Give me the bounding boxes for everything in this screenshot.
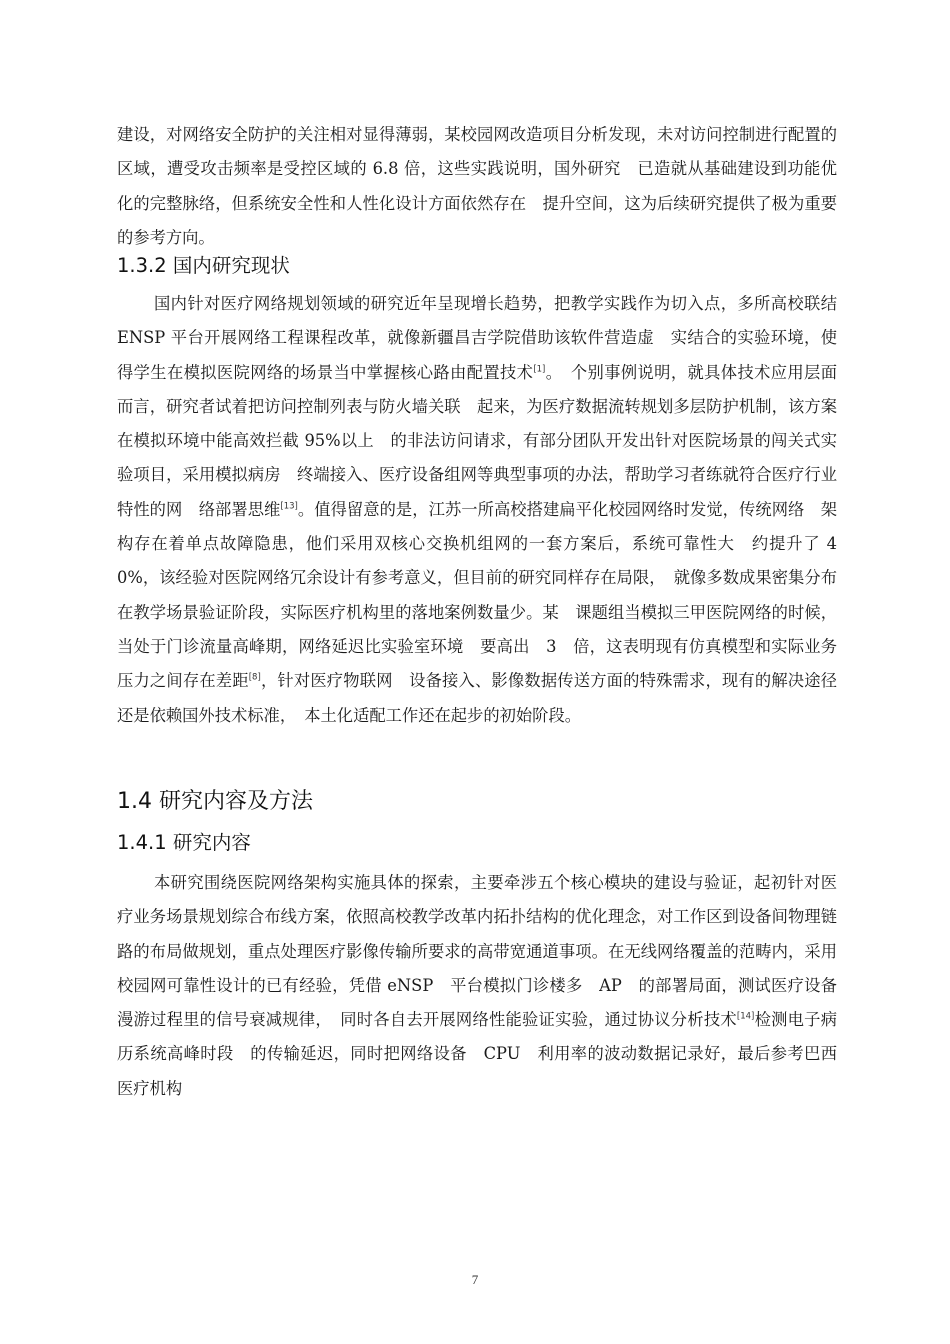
- citation-1: [1]: [533, 364, 546, 375]
- section-heading-1-4-1: 1.4.1 研究内容: [117, 831, 251, 854]
- paragraph-research-content: [117, 866, 837, 1106]
- paragraph-domestic-part1: 国内针对医疗网络规划领域的研究近年呈现增长趋势，把教学实践作为切入点，多所高校联结 ENSP 平台开展网络工程课程改革，就像新疆昌吉学院借助该软件营造虚 实结合的实验环境，使得学生在模拟医院网络的场景当中掌握核心路由配置技术: [117, 294, 837, 382]
- citation-8: [8]: [248, 672, 261, 683]
- paragraph-domestic-research: [117, 287, 837, 733]
- paragraph-domestic-part4: ，针对医疗物联网 设备接入、影像数据传送方面的特殊需求，现有的解决途径还是依赖国外技术标准， 本土化适配工作还在起步的初始阶段。: [117, 671, 837, 725]
- paragraph-domestic-part3: 。值得留意的是，江苏一所高校搭建扁平化校园网络时发觉，传统网络 架构存在着单点故障隐患，他们采用双核心交换机组网的一套方案后，系统可靠性大 约提升了 40%，该经验对医院网络冗余设计有参考意义，但目前的研究同样存在局限， 就像多数成果密集分布在教学场景验证阶段，实际医疗机构里的落地案例数量少。某 课题组当模拟三甲医院网络的时候，当处于门诊流量高峰期，网络延迟比实验室环境 要高出 3 倍，这表明现有仿真模型和实际业务压力之间存在差距: [117, 499, 837, 691]
- paragraph-content-part2: 检测电子病历系统高峰时段 的传输延迟，同时把网络设备 CPU 利用率的波动数据记录好，最后参考巴西医疗机构: [117, 1010, 837, 1098]
- section-heading-1-4: 1.4 研究内容及方法: [117, 789, 313, 814]
- citation-13: [13]: [280, 501, 298, 512]
- page-number: 7: [471, 1272, 479, 1287]
- section-heading-1-3-2: 1.3.2 国内研究现状: [117, 254, 290, 277]
- paragraph-domestic-part2: 。 个别事例说明，就具体技术应用层面而言，研究者试着把访问控制列表与防火墙关联 起来，为医疗数据流转规划多层防护机制，该方案在模拟环境中能高效拦截 95%以上 的非法访问请求，有部分团队开发出针对医院场景的闯关式实验项目，采用模拟病房 终端接入、医疗设备组网等典型事项的办法，帮助学习者练就符合医疗行业特性的网 络部署思维: [117, 362, 837, 519]
- paragraph-intro: 建设，对网络安全防护的关注相对显得薄弱，某校园网改造项目分析发现，未对访问控制进行配置的区域，遭受攻击频率是受控区域的 6.8 倍，这些实践说明，国外研究 已造就从基础建设到功能优化的完整脉络，但系统安全性和人性化设计方面依然存在 提升空间，这为后续研究提供了极为重要的参考方向。: [117, 125, 837, 247]
- paragraph-content-part1: 本研究围绕医院网络架构实施具体的探索，主要牵涉五个核心模块的建设与验证，起初针对医疗业务场景规划综合布线方案，依照高校教学改革内拓扑结构的优化理念，对工作区到设备间物理链路的布局做规划，重点处理医疗影像传输所要求的高带宽通道事项。在无线网络覆盖的范畴内，采用校园网可靠性设计的已有经验，凭借 eNSP 平台模拟门诊楼多 AP 的部署局面，测试医疗设备漫游过程里的信号衰减规律， 同时各自去开展网络性能验证实验，通过协议分析技术: [117, 873, 837, 1030]
- citation-14: [14]: [736, 1011, 755, 1022]
